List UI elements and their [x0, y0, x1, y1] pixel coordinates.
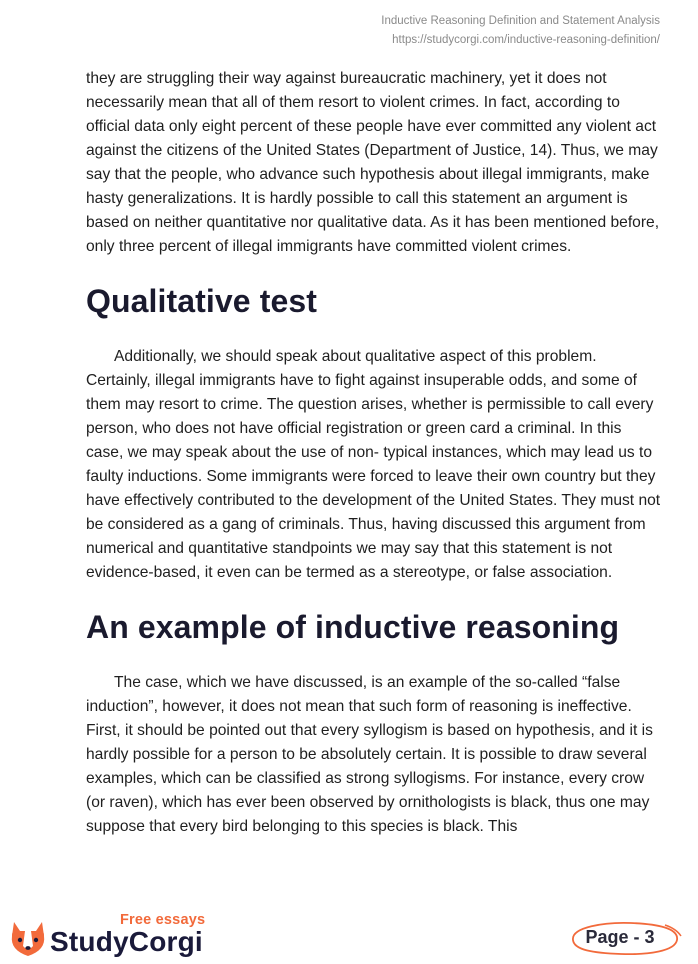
- logo-wordmark: StudyCorgi: [50, 926, 203, 957]
- page-footer: [0, 900, 698, 964]
- body-paragraph-1: they are struggling their way against bureaucratic machinery, yet it does not necessarily mean that all of them resort to violent crimes. In fact, according to official data only eight percent of these people have ever committed any violent act against the citizens of the United States (Department of Justice, 14). Thus, we may say that the people, who advance such hypothesis about illegal immigrants, make hasty generalizations. It is hardly possible to call this statement an argument is based on neither quantitative nor qualitative data. As it has been mentioned before, only three percent of illegal immigrants have committed violent crimes.: [86, 70, 660, 255]
- logo-tagline: Free essays: [120, 912, 206, 928]
- corgi-logo-icon: [8, 918, 48, 958]
- page-number-badge: [565, 918, 683, 958]
- body-paragraph-3: The case, which we have discussed, is an example of the so-called “false induction”, however, it does not mean that such form of reasoning is ineffective. First, it should be pointed out that every syllogism is based on hypothesis, and it is hardly possible for a person to be absolutely certain. It is possible to draw several examples, which can be classified as strong syllogisms. For instance, every crow (or raven), which has ever been observed by ornithologists is black, thus one may suppose that every bird belonging to this species is black. This: [86, 674, 653, 835]
- document-title: Inductive Reasoning Definition and Statement Analysis: [381, 15, 660, 27]
- page-number-label: Page - 3: [585, 927, 655, 947]
- body-paragraph-2: Additionally, we should speak about qualitative aspect of this problem. Certainly, illegal immigrants have to fight against insuperable odds, and some of them may resort to crime. The question arises, whether is permissible to call every person, who does not have official registration or green card a criminal. In this case, we may speak about the use of non- typical instances, which may lead us to faulty inductions. Some immigrants were forced to leave their own country but they have effectively contributed to the development of the United States. They must not be considered as a gang of criminals. Thus, having discussed this argument from numerical and quantitative standpoints we may say that this statement is not evidence-based, it even can be termed as a stereotype, or false association.: [86, 348, 661, 581]
- section-heading-inductive-example: An example of inductive reasoning: [86, 609, 620, 645]
- studycorgi-logo[interactable]: [8, 912, 218, 962]
- page-header: [381, 12, 660, 50]
- document-url[interactable]: https://studycorgi.com/inductive-reasoning-definition/: [392, 34, 660, 46]
- document-content: [86, 67, 661, 839]
- section-heading-qualitative-test: Qualitative test: [86, 283, 318, 319]
